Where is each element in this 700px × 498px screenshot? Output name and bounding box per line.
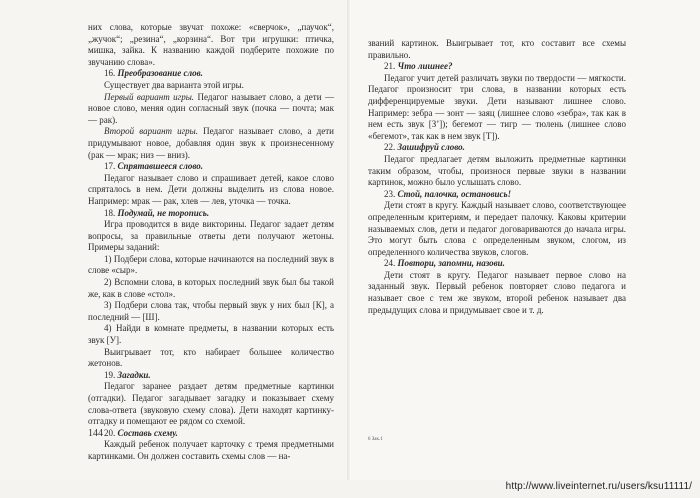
section-number: 24. [384,258,396,269]
section-heading [88,428,334,440]
paragraph: 1) Подбери слова, которые начинаются на последний звук в слове «сыр». [88,253,334,276]
section-heading [368,142,626,154]
left-page-text [88,22,334,463]
section-heading [368,61,626,73]
section-heading [88,208,334,220]
paragraph: 2) Вспомни слова, в которых последний звук был бы такой же, как в слове «стол». [88,277,334,299]
section-heading [88,68,334,80]
page-number: 144 [88,428,103,439]
section-title: Зашифруй слово. [397,142,465,153]
section-title: Повтори, запомни, назови. [397,258,505,269]
section-title: Подумай, не торопись. [117,207,210,218]
section-number: 23. [384,188,396,199]
paragraph: Педагог предлагает детям выложить предметные картинки таким образом, чтобы, произнося первые звуки в названии картинок, можно было услышать слово. [368,153,626,188]
paragraph-text: Педагог называет слово, а дети — новое слово, меняя один согласный звук (почка — почта; мак — рак). [88,91,334,125]
section-number: 18. [104,207,116,218]
section-number: 22. [384,142,396,153]
paragraph: Дети стоят в кругу. Педагог называет первое слово на заданный звук. Первый ребенок повторяет слово педагога и называет свое с тем же звуком, второй ребенок называет два предыдущих слова и придумывает свое и т. д. [368,269,626,315]
section-heading [368,189,626,201]
section-heading [88,370,334,382]
paragraph: 4) Найди в комнате предметы, в названии которых есть звук [У]. [88,323,334,346]
section-number: 19. [104,369,116,380]
section-heading [368,258,626,270]
paragraph: званий картинок. Выигрывает тот, кто составит все схемы правильно. [368,38,626,60]
section-number: 17. [104,161,116,172]
paragraph: Педагог учит детей различать звуки по твердости — мягкости. Педагог произносит три слова, в названии которых есть дифференцируемые звуки. Дети называют лишнее слово. Например: зебра — зонт — заяц (лишнее слово «зебра», так как в нем есть звук [З’]); бегемот — тигр — тюлень (лишнее слово «бегемот», так как в нем звук [Т]). [368,72,626,141]
watermark-url: http://www.liveinternet.ru/users/ksu11111/ [505,481,692,492]
section-title: Составь схему. [117,427,178,438]
paragraph: Педагог называет слово и спрашивает детей, какое слово спряталось в нем. Дети должны выделить из слова новое. Например: мрак — рак, хлев — лев, уточка — точка. [88,172,334,206]
section-heading [88,161,334,173]
section-title: Загадки. [117,369,151,380]
paragraph: Каждый ребенок получает карточку с тремя предметными картинками. Он должен составить схемы слов — на- [88,439,334,461]
paragraph [88,126,334,161]
left-page [0,0,350,480]
section-title: Что лишнее? [397,61,453,72]
section-number: 16. [104,68,116,79]
paragraph: Дети стоят в кругу. Каждый называет слово, соответствующее определенным критериям, и передает палочку. Каковы критерии называемых слов, дети и педагог договариваются до начала игры. Это могут быть слова с определенным звуком, слогом, из определенного количества звуков, слогов. [368,200,626,257]
section-title: Преобразование слов. [117,68,203,79]
right-page-text [368,38,626,316]
paragraph: Игра проводится в виде викторины. Педагог задает детям вопросы, за правильные ответы дети получают жетоны. Примеры заданий: [88,219,334,253]
paragraph: них слова, которые звучат похоже: «сверчок», „паучок“, „жучок“; „резина“, „корзина“. Вот три игрушки: птичка, мишка, зайка. К названию каждой подберите похожие по звучанию слова». [88,22,334,67]
paragraph-text: Педагог называет слово, а дети придумывают новое, добавляя один звук к произнесенному (рак — мрак; низ — вниз). [88,126,334,160]
paragraph: Выигрывает тот, кто набирает большее количество жетонов. [88,346,334,369]
variant-label: Второй вариант игры. [104,126,199,137]
paragraph: 3) Подбери слова так, чтобы первый звук у них был [К], а последний — [Ш]. [88,300,334,322]
section-number: 20. [104,427,116,438]
right-page [350,0,700,480]
section-title: Спрятавшееся слово. [117,161,204,172]
section-title: Стой, палочка, остановись! [397,188,512,199]
paragraph: Педагог заранее раздает детям предметные картинки (отгадки). Педагог загадывает загадку и показывает схему слова-ответа (звуковую схему слова). Дети находят картинку-отгадку и помещают ее рядом со схемой. [88,381,334,427]
variant-label: Первый вариант игры. [104,91,195,102]
paragraph: Существует два варианта этой игры. [104,79,244,90]
paragraph [88,92,334,127]
printer-signature: 6 Зак.1 [368,437,383,442]
section-number: 21. [384,61,396,72]
